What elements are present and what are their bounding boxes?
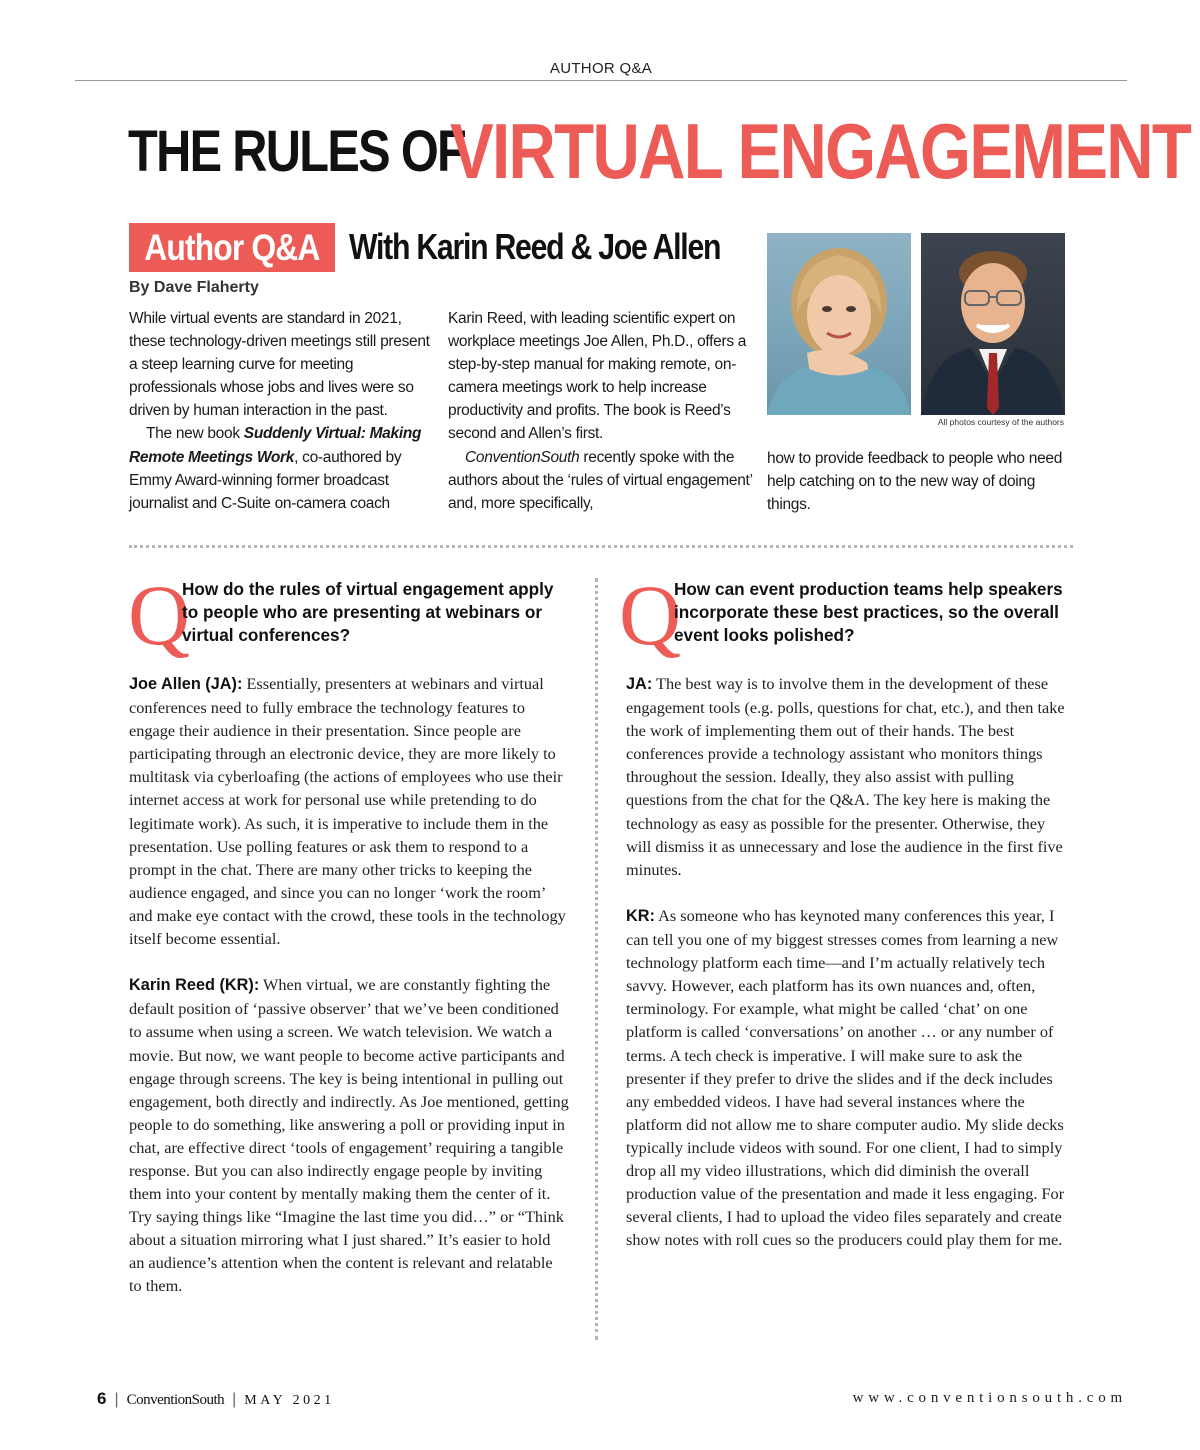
question-marker-q: Q (128, 567, 191, 663)
intro-column-2 (448, 307, 753, 515)
byline: By Dave Flaherty (129, 279, 259, 296)
title-part-2: VIRTUAL ENGAGEMENT (450, 107, 1191, 195)
speaker-label: Karin Reed (KR): (129, 976, 260, 995)
answer-column-2 (626, 672, 1066, 1274)
publication-name: ConventionSouth (465, 448, 580, 466)
question-2: How can event production teams help speakers incorporate these best practices, so the overall event looks polished? (674, 579, 1063, 646)
question-marker-q: Q (619, 567, 682, 663)
intro-paragraph: how to provide feedback to people who need help catching on to the new way of doing things. (767, 450, 1063, 514)
book-title: Suddenly Virtual: Making Remote Meetings Work (129, 425, 422, 466)
author-qa-badge (129, 223, 335, 272)
footer-folio (97, 1389, 335, 1409)
answer-column-1 (129, 672, 569, 1321)
page-title (128, 107, 1191, 195)
speaker-label: KR: (626, 906, 655, 925)
intro-column-1 (129, 307, 434, 515)
karin-reed-portrait (767, 233, 911, 415)
dotted-divider (129, 545, 1073, 548)
footer-url[interactable]: www.conventionsouth.com (852, 1390, 1127, 1406)
footer-separator: | (114, 1391, 119, 1408)
karin-reed-photo (767, 233, 911, 415)
footer-separator: | (232, 1391, 237, 1408)
intro-paragraph: The new book Suddenly Virtual: Making Remote Meetings Work, co-authored by Emmy Award-winning former broadcast journalist and C-Suite on-camera coach (129, 425, 422, 512)
intro-paragraph: ConventionSouth recently spoke with the authors about the ‘rules of virtual engagement’ and, more specifically, (448, 448, 753, 512)
speaker-label: Joe Allen (JA): (129, 675, 243, 693)
joe-allen-photo (921, 233, 1065, 415)
badge-label: Author Q&A (144, 227, 320, 268)
intro-column-3 (767, 447, 1072, 516)
subhead-authors: With Karin Reed & Joe Allen (349, 226, 721, 267)
header-rule (75, 80, 1127, 81)
column-divider (595, 578, 598, 1340)
answer-paragraph: Karin Reed (KR): When virtual, we are constantly fighting the default position of ‘passive observer’ that we’ve been conditioned to assume when using a screen. We watch television. We watch a movie. But now, we want people to become active participants and engage through screens. The key is being intentional in pulling out engagement, both directly and indirectly. As Joe mentioned, getting people to do something, like answering a poll or providing input in chat, are effective direct ‘tools of engagement’ requiring a tangible response. But you can also indirectly engage people by inviting them into your content by mentally making them the center of it. Try saying things like “Imagine the last time you did…” or “Think about a situation mirroring what I just shared.” It’s easier to hold an audience’s attention when the content is relevant and relatable to them. (129, 975, 569, 1296)
title-part-1: THE RULES OF (128, 119, 466, 184)
page-number: 6 (97, 1389, 107, 1408)
photo-credit: All photos courtesy of the authors (937, 417, 1064, 427)
answer-paragraph: Joe Allen (JA): Essentially, presenters at webinars and virtual conferences need to fully embrace the technology features to engage their audience in their presentation. Since people are participating through an electronic device, they are more likely to multitask via cyberloafing (the actions of employees who use their internet access at work for personal use while pretending to do legitimate work). As such, it is imperative to include them in the presentation. Use polling features or ask them to respond to a prompt in the chat. There are many other tricks to keeping the audience engaged, and since you can no longer ‘work the room’ and make eye contact with the crowd, these tools in the technology itself become essential. (129, 674, 566, 949)
magazine-name: ConventionSouth (126, 1392, 225, 1408)
intro-paragraph: Karin Reed, with leading scientific expert on workplace meetings Joe Allen, Ph.D., offers a step-by-step manual for making remote, on-camera meetings work to help increase productivity and profits. The book is Reed’s second and Allen’s first. (448, 310, 747, 443)
issue-date: MAY 2021 (244, 1393, 335, 1408)
question-1: How do the rules of virtual engagement apply to people who are presenting at webinars or virtual conferences? (182, 579, 554, 646)
joe-allen-portrait (921, 233, 1065, 415)
section-header: AUTHOR Q&A (549, 60, 653, 77)
intro-paragraph: While virtual events are standard in 2021, these technology-driven meetings still present a steep learning curve for meeting professionals whose jobs and lives were so driven by human interaction in the past. (129, 310, 430, 420)
answer-paragraph: JA: The best way is to involve them in the development of these engagement tools (e.g. polls, questions for chat, etc.), and then take the work of implementing them out of their hands. The best conferences provide a technology assistant who monitors things throughout the session. Ideally, they also assist with pulling questions from the chat for the Q&A. The key here is making the technology as easy as possible for the presenter. Otherwise, they will dismiss it as unnecessary and lose the audience in the first five minutes. (626, 674, 1065, 879)
speaker-label: JA: (626, 675, 653, 693)
answer-paragraph: KR: As someone who has keynoted many conferences this year, I can tell you one of my biggest stresses comes from learning a new technology platform each time—and I’m actually relatively tech savvy. However, each platform has its own nuances and, often, terminology. For example, what might be called ‘chat’ on one platform is called ‘conversations’ on another … or any number of terms. A tech check is imperative. I will make sure to ask the presenter if they prefer to drive the slides and if the deck includes any embedded videos. I have had several instances where the platform did not allow me to share computer audio. My slide decks typically include videos with sound. For one client, I had to simply drop all my video illustrations, which did diminish the overall production value of the presentation and made it less engaging. For several clients, I had to upload the video files separately and create show notes with roll cues so the producers could play them for me. (626, 905, 1065, 1250)
